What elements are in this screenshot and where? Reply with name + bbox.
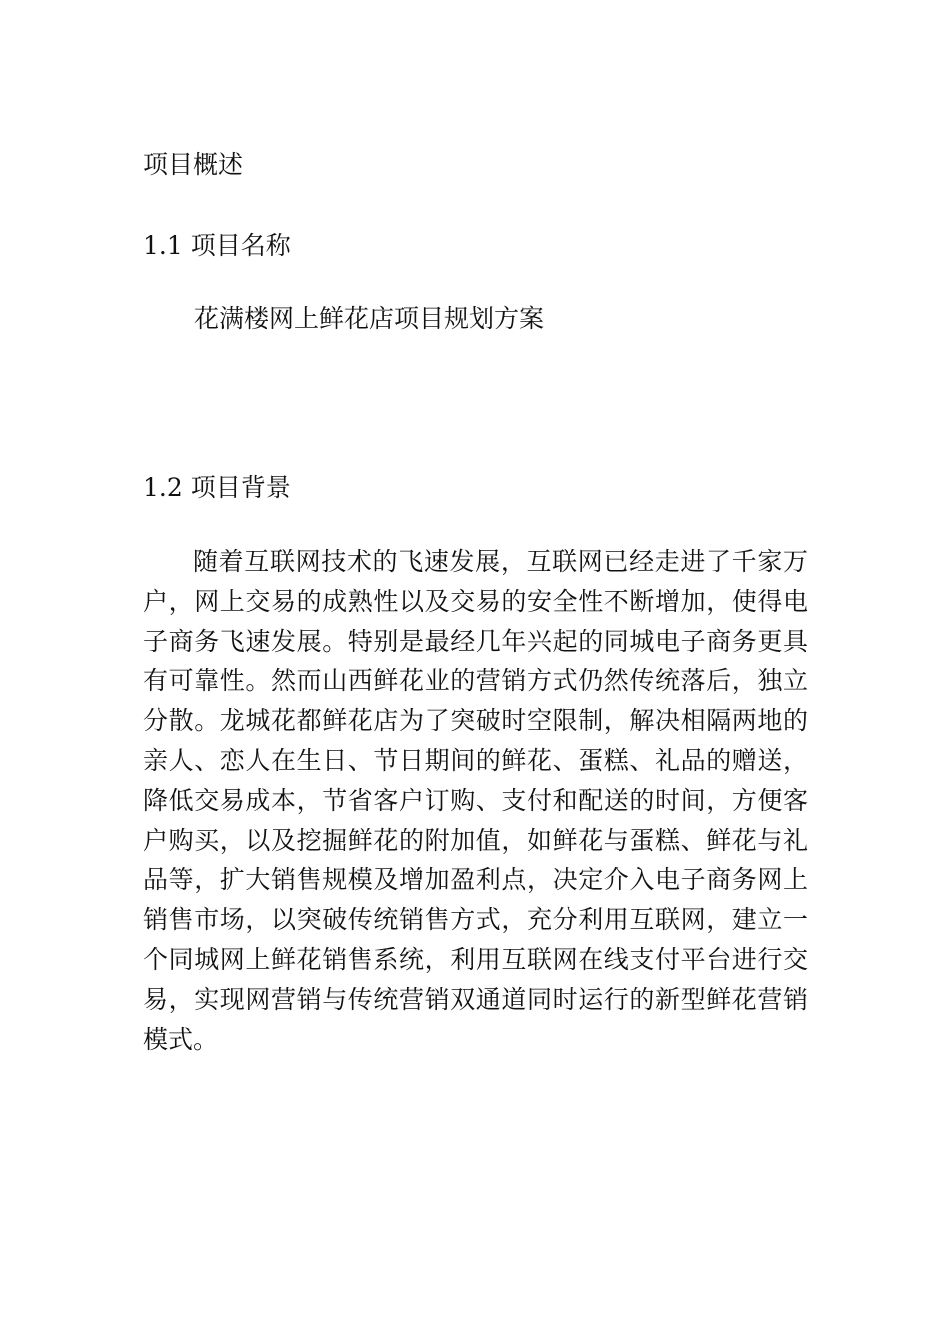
project-name-text: 花满楼网上鲜花店项目规划方案 [194, 304, 545, 333]
section-title: 项目概述 [143, 150, 244, 179]
project-background-paragraph: 随着互联网技术的飞速发展，互联网已经走进了千家万户，网上交易的成熟性以及交易的安全性不断增加，使得电子商务飞速发展。特别是最经几年兴起的同城电子商务更具有可靠性。然而山西鲜花业的营销方式仍然传统落后，独立分散。龙城花都鲜花店为了突破时空限制，解决相隔两地的亲人、恋人在生日、节日期间的鲜花、蛋糕、礼品的赠送，降低交易成本，节省客户订购、支付和配送的时间，方便客户购买，以及挖掘鲜花的附加值，如鲜花与蛋糕、鲜花与礼品等，扩大销售规模及增加盈利点，决定介入电子商务网上销售市场，以突破传统销售方式，充分利用互联网，建立一个同城网上鲜花销售系统，利用互联网在线支付平台进行交易，实现网营销与传统营销双通道同时运行的新型鲜花营销模式。 [143, 547, 808, 1054]
subsection-heading-project-background: 1.2 项目背景 [143, 473, 291, 502]
subsection-heading-project-name: 1.1 项目名称 [143, 231, 291, 260]
